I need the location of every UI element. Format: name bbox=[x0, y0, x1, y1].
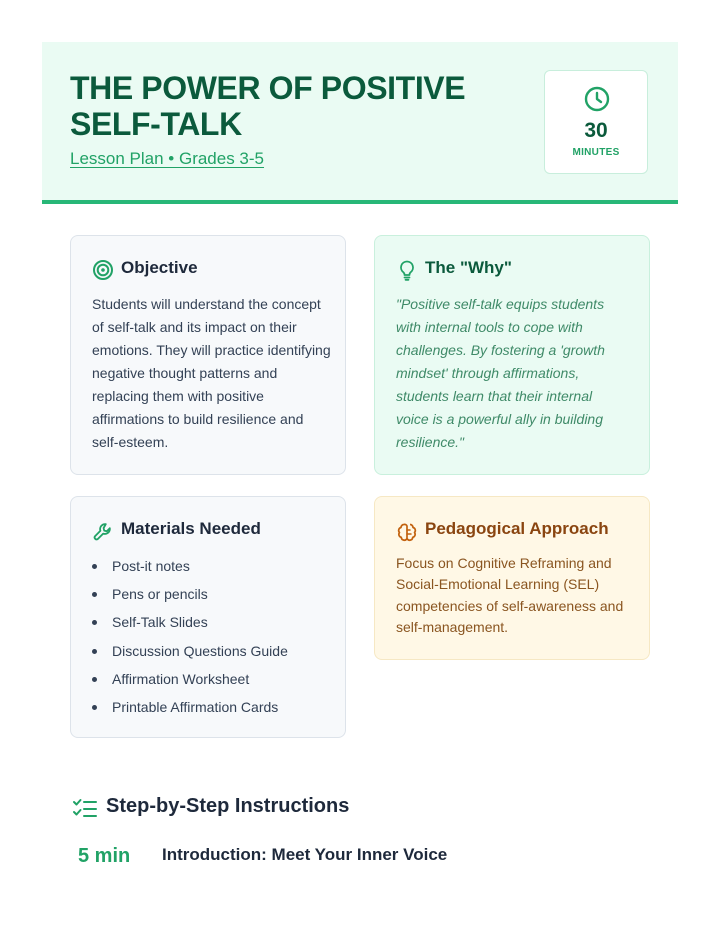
why-card bbox=[374, 235, 650, 475]
why-quote: "Positive self-talk equips students with internal tools to cope with challenges. By fostering a 'growth mindset' through affirmations, students learn that their internal voice is a powerful ally in building resilience." bbox=[396, 296, 605, 450]
materials-card bbox=[70, 496, 346, 738]
pedagogy-card bbox=[374, 496, 650, 660]
why-title: The "Why" bbox=[425, 258, 512, 277]
list-item: Pens or pencils bbox=[91, 580, 288, 608]
list-item: Discussion Questions Guide bbox=[91, 637, 288, 665]
list-item: Post-it notes bbox=[91, 552, 288, 580]
duration-unit: MINUTES bbox=[572, 147, 620, 158]
clock-icon bbox=[583, 85, 611, 113]
pedagogy-text: Focus on Cognitive Reframing and Social-Emotional Learning (SEL) competencies of self-awareness and self-management. bbox=[396, 555, 624, 635]
wrench-icon bbox=[92, 521, 114, 543]
page-title: THE POWER OF POSITIVE SELF-TALK bbox=[70, 70, 466, 142]
lesson-subtitle-link[interactable]: Lesson Plan • Grades 3-5 bbox=[70, 149, 265, 168]
checklist-icon bbox=[72, 797, 98, 821]
step-duration: 5 min bbox=[78, 845, 131, 867]
materials-title: Materials Needed bbox=[121, 519, 261, 538]
objective-text: Students will understand the concept of self-talk and its impact on their emotions. They will practice identifying negative thought patterns and replacing them with positive affirmations to build resilience and self-esteem. bbox=[92, 296, 331, 450]
lightbulb-icon bbox=[396, 259, 418, 281]
list-item: Printable Affirmation Cards bbox=[91, 693, 288, 721]
duration-value: 30 bbox=[584, 119, 608, 142]
steps-heading: Step-by-Step Instructions bbox=[106, 795, 350, 817]
list-item: Self-Talk Slides bbox=[91, 608, 288, 636]
lesson-header bbox=[42, 42, 678, 204]
duration-badge bbox=[544, 70, 648, 174]
objective-title: Objective bbox=[121, 258, 198, 277]
target-icon bbox=[92, 259, 114, 281]
brain-icon bbox=[396, 521, 418, 543]
objective-card bbox=[70, 235, 346, 475]
step-title: Introduction: Meet Your Inner Voice bbox=[162, 845, 448, 864]
materials-list bbox=[91, 552, 288, 721]
list-item: Affirmation Worksheet bbox=[91, 665, 288, 693]
pedagogy-title: Pedagogical Approach bbox=[425, 519, 609, 538]
